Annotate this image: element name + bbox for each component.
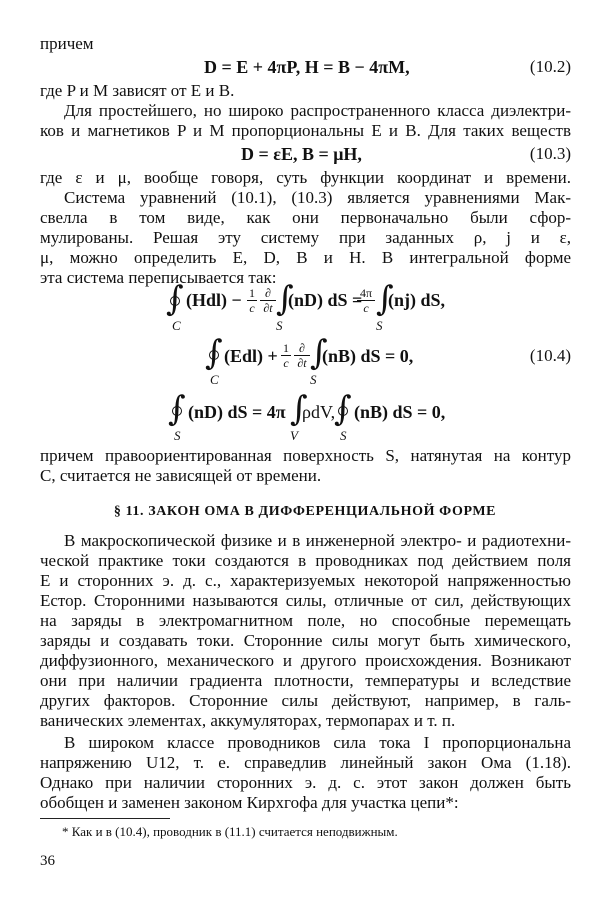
text-line: C, считается не зависящей от времени.	[40, 466, 322, 485]
integral-term: (nB) dS = 0,	[354, 402, 446, 422]
section-heading: § 11. ЗАКОН ОМА В ДИФФЕРЕНЦИАЛЬНОЙ ФОРМЕ	[113, 504, 497, 519]
contour-circle	[170, 296, 180, 306]
fraction-numerator: ∂	[299, 341, 305, 355]
contour-integral-sign: ∫	[166, 279, 184, 319]
text-line: диффузионного, механического и другого происхождения. Возникают	[40, 651, 571, 670]
contour-integral-sign: ∫	[168, 389, 186, 429]
text-line: они при наличии градиента плотности, температуры и вследствие	[40, 671, 571, 690]
integral-term: (nB) dS = 0,	[322, 346, 414, 366]
fraction	[294, 342, 310, 369]
text-line: ков и магнетиков P и M пропорциональны E и B. Для таких веществ	[40, 121, 571, 140]
text-line: ческой практике токи создаются в проводниках под действием поля	[40, 551, 571, 570]
integral-term: (nD) dS = 4π	[188, 402, 286, 422]
text-line: В макроскопической физике и в инженерной электро- и радиотехни-	[64, 531, 571, 550]
text-line: свелла в том виде, как они первоначально были сфор-	[40, 208, 571, 227]
equation-10-2: D = E + 4πP, H = B − 4πM,	[204, 57, 410, 77]
equation-10-3: D = εE, B = μH,	[241, 144, 362, 164]
text-line: Eстор. Сторонними называются силы, отличные от сил, действующих	[40, 591, 571, 610]
text-line: Система уравнений (10.1), (10.3) является уравнениями Мак-	[64, 188, 571, 207]
fraction-denominator: c	[249, 301, 255, 315]
fraction-denominator: c	[363, 301, 369, 315]
fraction-denominator: ∂t	[297, 356, 307, 370]
integral-limit: S	[276, 318, 283, 333]
text-line: где ε и μ, вообще говоря, суть функции координат и времени.	[40, 168, 571, 187]
footnote-rule	[40, 818, 170, 819]
integral-limit: C	[172, 318, 181, 333]
text-line: ванических элементах, аккумуляторах, термопарах и т. п.	[40, 711, 456, 730]
fraction	[247, 287, 257, 314]
text-line: напряжению U12, т. е. справедлив линейный закон Ома (1.18).	[40, 753, 571, 772]
integral-term: (nD) dS =	[288, 290, 363, 310]
equation-number: (10.2)	[529, 57, 571, 76]
integral-sign: ∫	[290, 389, 308, 429]
equation-number: (10.4)	[529, 346, 571, 365]
fraction-numerator: ∂	[265, 286, 271, 300]
fraction-denominator: c	[283, 356, 289, 370]
fraction-numerator: 1	[249, 286, 255, 300]
integral-limit: S	[376, 318, 383, 333]
fraction	[260, 287, 276, 314]
text-line: Для простейшего, но широко распространенного класса диэлектри-	[64, 101, 571, 120]
text-line: заряды и создавать токи. Сторонние силы могут быть химического,	[40, 631, 571, 650]
integral-limit: S	[310, 372, 317, 387]
integral-sign: ∫	[276, 279, 294, 319]
integral-limit: V	[290, 428, 298, 443]
contour-circle	[172, 406, 182, 416]
fraction-denominator: ∂t	[263, 301, 273, 315]
text-line: на заряды в электромагнитном поле, но способные перемещать	[40, 611, 571, 630]
contour-integral-sign: ∫	[205, 333, 223, 373]
contour-circle	[209, 350, 219, 360]
integral-term: (Hdl) −	[186, 290, 242, 310]
contour-circle	[338, 406, 348, 416]
contour-integral-sign: ∫	[334, 389, 352, 429]
integral-limit: S	[340, 428, 347, 443]
integral-sign: ∫	[376, 279, 394, 319]
fraction-numerator: 4π	[359, 286, 373, 300]
text-line: причем	[40, 34, 94, 53]
footnote: * Как и в (10.4), проводник в (11.1) считается неподвижным.	[62, 824, 398, 839]
integral-sign: ∫	[310, 333, 328, 373]
integral-limit: C	[210, 372, 219, 387]
integral-limit: S	[174, 428, 181, 443]
text-line: В широком классе проводников сила тока I пропорциональна	[64, 733, 571, 752]
page-number: 36	[40, 853, 55, 869]
fraction	[357, 287, 375, 314]
fraction	[281, 342, 291, 369]
text-line: эта система переписывается так:	[40, 268, 277, 287]
text-line: Однако при наличии сторонних э. д. с. этот закон должен быть	[40, 773, 571, 792]
text-line: E и сторонних э. д. с., характеризуемых некоторой напряженностью	[40, 571, 571, 590]
text-line: μ, можно определить E, D, B и H. В интегральной форме	[40, 248, 571, 267]
integral-term: ρdV,	[302, 402, 336, 422]
text-line: причем правоориентированная поверхность S, натянутая на контур	[40, 446, 571, 465]
text-line: других факторов. Сторонние силы действуют, например, в галь-	[40, 691, 571, 710]
integral-term: (Edl) +	[224, 346, 278, 366]
text-line: где P и M зависят от E и B.	[40, 81, 235, 100]
equation-number: (10.3)	[529, 144, 571, 163]
text-line: мулированы. Решая эту систему при заданных ρ, j и ε,	[40, 228, 571, 247]
text-line: обобщен и заменен законом Кирхгофа для участка цепи*:	[40, 793, 459, 812]
fraction-numerator: 1	[283, 341, 289, 355]
integral-term: (nj) dS,	[388, 290, 446, 310]
